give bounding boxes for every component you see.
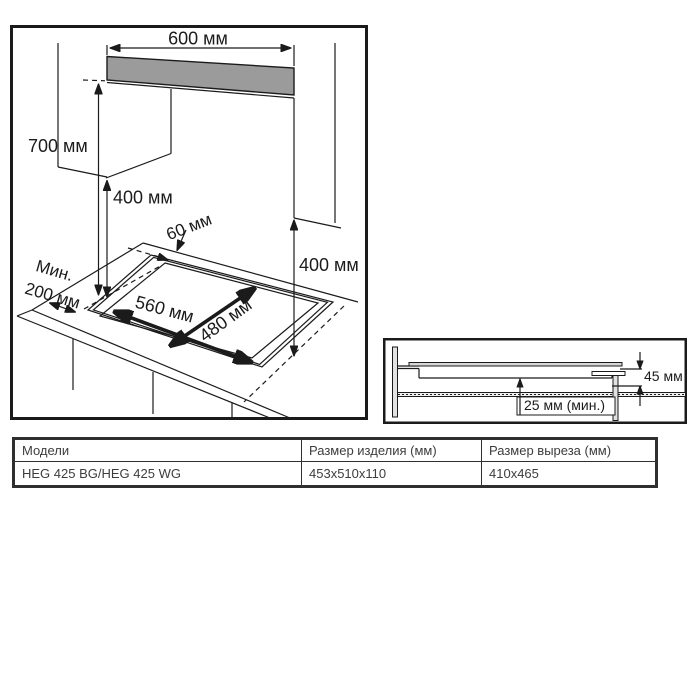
spec-table-row (14, 462, 657, 487)
col-header-product-size: Размер изделия (мм) (302, 439, 482, 462)
dim-label-400-left: 400 мм (113, 187, 173, 208)
hob-glass-panel (409, 363, 622, 367)
dim-label-560: 560 мм (133, 291, 197, 327)
dim-label-400-right: 400 мм (299, 255, 359, 275)
section-shelf (398, 393, 686, 397)
installation-diagram (10, 25, 368, 420)
dim-label-min: Мин. (33, 256, 76, 286)
spec-table-header-row (14, 439, 657, 462)
cell-product-size: 453x510x110 (302, 462, 482, 487)
col-header-models: Модели (14, 439, 302, 462)
dim-label-25: 25 мм (мин.) (524, 397, 605, 413)
dim-label-480: 480 мм (195, 294, 256, 346)
dim-label-60: 60 мм (163, 209, 215, 245)
cell-model: HEG 425 BG/HEG 425 WG (14, 462, 302, 487)
dim-label-45: 45 мм (644, 368, 683, 384)
cell-cutout-size: 410x465 (482, 462, 657, 487)
cross-section-diagram (383, 338, 687, 424)
section-wall (393, 347, 398, 417)
spec-table (12, 437, 658, 488)
dim-label-200: 200 мм (22, 278, 83, 313)
col-header-cutout-size: Размер выреза (мм) (482, 439, 657, 462)
dim-label-600: 600 мм (168, 28, 228, 49)
dim-label-700: 700 мм (28, 136, 88, 156)
